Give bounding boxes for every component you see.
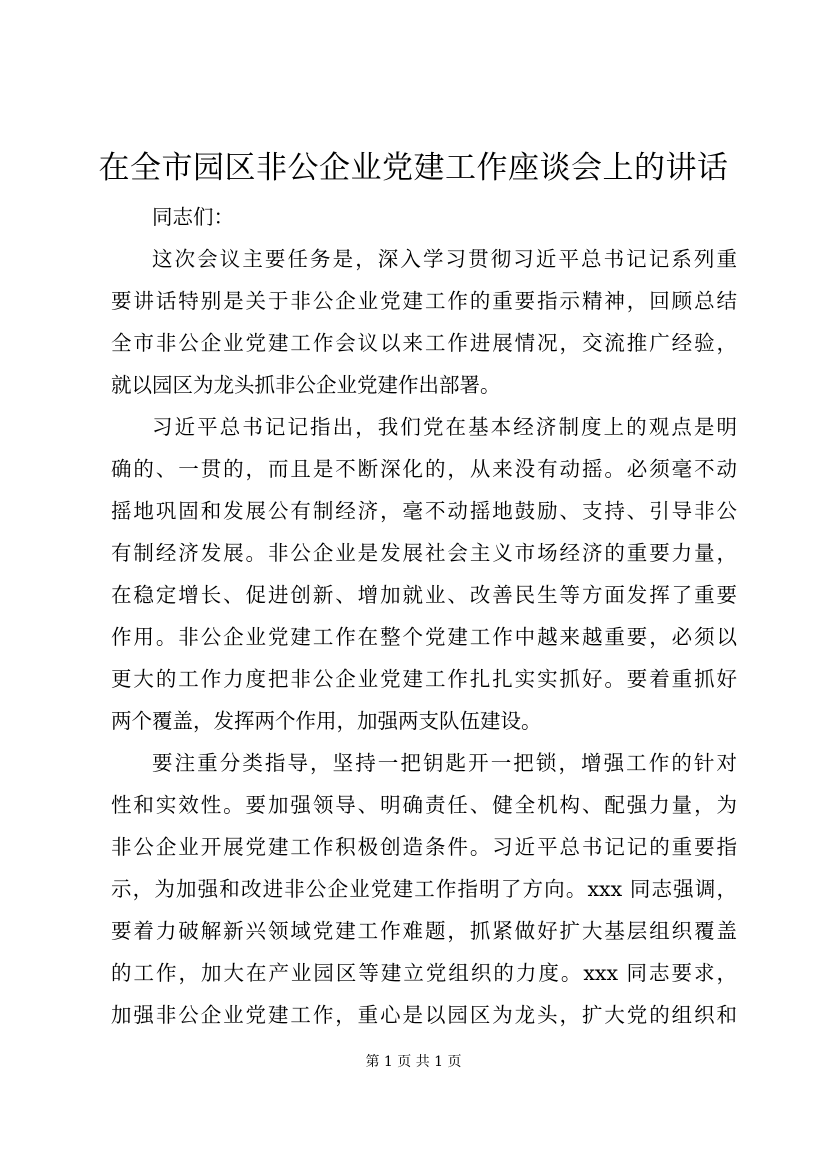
body-line: 更大的工作力度把非公企业党建工作扎扎实实抓好。要着重抓好 <box>111 667 737 691</box>
body-line: 确的、一贯的，而且是不断深化的，从来没有动摇。必须毫不动 <box>111 457 737 481</box>
body-line: 两个覆盖，发挥两个作用，加强两支队伍建设。 <box>111 709 542 733</box>
body-line: 摇地巩固和发展公有制经济，毫不动摇地鼓励、支持、引导非公 <box>111 499 737 523</box>
body-line: 就以园区为龙头抓非公企业党建作出部署。 <box>111 373 501 397</box>
body-line: 要着力破解新兴领域党建工作难题，抓紧做好扩大基层组织覆盖 <box>111 919 737 943</box>
body-line: 同志们： <box>152 205 234 229</box>
body-line: 非公企业开展党建工作积极创造条件。习近平总书记记的重要指 <box>111 835 737 859</box>
body-line: 有制经济发展。非公企业是发展社会主义市场经济的重要力量， <box>111 541 737 565</box>
body-line: 全市非公企业党建工作会议以来工作进展情况，交流推广经验， <box>111 331 737 355</box>
body-line: 性和实效性。要加强领导、明确责任、健全机构、配强力量，为 <box>111 793 737 817</box>
document-title: 在全市园区非公企业党建工作座谈会上的讲话 <box>98 150 729 186</box>
body-line: 作用。非公企业党建工作在整个党建工作中越来越重要，必须以 <box>111 625 737 649</box>
body-line: 加强非公企业党建工作，重心是以园区为龙头，扩大党的组织和 <box>111 1003 737 1027</box>
body-line: 习近平总书记记指出，我们党在基本经济制度上的观点是明 <box>152 415 737 439</box>
page-footer: 第 1 页 共 1 页 <box>365 1054 462 1070</box>
body-line: 的工作，加大在产业园区等建立党组织的力度。xxx 同志要求， <box>111 961 737 985</box>
body-line: 要讲话特别是关于非公企业党建工作的重要指示精神，回顾总结 <box>111 289 737 313</box>
body-line: 要注重分类指导，坚持一把钥匙开一把锁，增强工作的针对 <box>152 751 737 775</box>
body-line: 示，为加强和改进非公企业党建工作指明了方向。xxx 同志强调， <box>111 877 737 901</box>
document-body <box>111 196 737 1036</box>
body-line: 在稳定增长、促进创新、增加就业、改善民生等方面发挥了重要 <box>111 583 737 607</box>
body-line: 这次会议主要任务是，深入学习贯彻习近平总书记记系列重 <box>152 247 737 271</box>
